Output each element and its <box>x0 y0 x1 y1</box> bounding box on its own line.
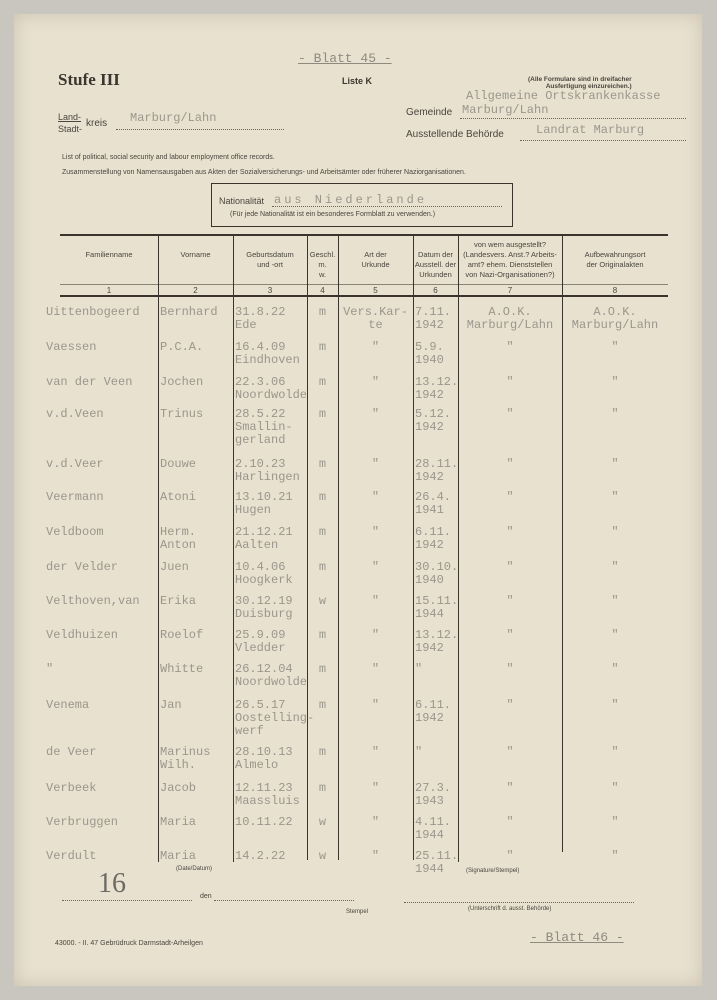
table-cell: 27.3. 1943 <box>415 781 452 808</box>
table-cell: Verbruggen <box>46 815 119 829</box>
table-cell: " <box>371 407 380 421</box>
table-cell: 28.10.13 Almelo <box>235 745 293 772</box>
table-cell: m <box>318 628 327 642</box>
table-cell: " <box>371 560 380 574</box>
table-cell: 16.4.09 Eindhoven <box>235 340 300 367</box>
stempel-label: Stempel <box>346 909 369 915</box>
table-cell: Trinus <box>160 407 204 421</box>
nationality-label: Nationalität <box>219 196 265 206</box>
table-cell: " <box>506 490 514 504</box>
table-cell: " <box>506 849 514 863</box>
den-label: den <box>200 893 212 900</box>
table-cell: Verdult <box>46 849 97 863</box>
table-cell: " <box>371 340 380 354</box>
table-cell: " <box>371 698 380 712</box>
table-cell: " <box>371 375 380 389</box>
column-header: Geburtsdatum und -ort <box>246 250 294 269</box>
table-cell: Maria <box>160 815 197 829</box>
table-cell: " <box>611 815 619 829</box>
table-cell: " <box>506 594 514 608</box>
stadt-label: Stadt- <box>58 124 83 134</box>
gemeinde-label: Gemeinde <box>406 107 453 118</box>
table-cell: " <box>415 745 423 759</box>
table-cell: " <box>611 375 619 389</box>
table-cell: " <box>506 698 514 712</box>
printer-imprint: 43000. - II. 47 Gebrüdruck Darmstadt-Arheilgen <box>55 940 203 947</box>
nationality-note: (Für jede Nationalität ist ein besonderes Formblatt zu verwenden.) <box>230 211 436 218</box>
land-label: Land- <box>58 112 82 122</box>
table-cell: m <box>318 407 327 421</box>
table-cell: " <box>371 525 380 539</box>
table-cell: 7.11. 1942 <box>415 305 452 332</box>
table-cell: Bernhard <box>160 305 218 319</box>
table-cell: " <box>371 490 380 504</box>
behoerde-value: Landrat Marburg <box>536 123 645 137</box>
table-cell: " <box>371 781 380 795</box>
table-cell: Juen <box>160 560 189 574</box>
table-cell: Velthoven,van <box>46 594 140 608</box>
table-cell: v.d.Veen <box>46 407 104 421</box>
table-cell: Erika <box>160 594 197 608</box>
table-cell: " <box>371 457 380 471</box>
table-cell: " <box>611 457 619 471</box>
nationality-box <box>211 183 513 227</box>
table-cell: 28.5.22 Smallin- gerland <box>235 407 293 447</box>
table-cell: van der Veen <box>46 375 133 389</box>
table-cell: " <box>371 815 380 829</box>
table-cell: " <box>611 560 619 574</box>
table-cell: Jan <box>160 698 182 712</box>
table-cell: " <box>506 407 514 421</box>
table-cell: m <box>318 560 327 574</box>
table-cell: " <box>46 662 54 676</box>
table-cell: 26.12.04 Noordwolde <box>235 662 308 689</box>
column-number: 8 <box>612 286 618 295</box>
column-number: 4 <box>320 286 325 295</box>
table-cell: Whitte <box>160 662 204 676</box>
table-cell: " <box>611 407 619 421</box>
column-header: Aufbewahrungsort der Originalakten <box>584 250 646 269</box>
table-cell: 2.10.23 Harlingen <box>235 457 300 484</box>
table-cell: 22.3.06 Noordwolde <box>235 375 308 402</box>
date-label: (Date/Datum) <box>176 866 213 872</box>
table-cell: " <box>371 849 380 863</box>
table-top-rule <box>60 234 668 236</box>
column-number: 7 <box>507 286 513 295</box>
table-cell: Maria <box>160 849 197 863</box>
column-divider <box>307 235 308 860</box>
table-cell: " <box>506 340 514 354</box>
table-cell: 26.5.17 Oostelling- werf <box>235 698 315 738</box>
table-cell: " <box>506 375 514 389</box>
signature-label: (Signature/Stempel) <box>466 868 520 874</box>
table-cell: Atoni <box>160 490 197 504</box>
table-cell: 28.11. 1942 <box>415 457 459 484</box>
table-cell: m <box>318 375 327 389</box>
table-cell: " <box>371 662 380 676</box>
table-cell: Roelof <box>160 628 204 642</box>
table-cell: 10.11.22 <box>235 815 293 829</box>
nationality-value: aus Niederlande <box>274 193 428 207</box>
table-cell: 13.12. 1942 <box>415 375 459 402</box>
table-cell: v.d.Veer <box>46 457 104 471</box>
table-cell: " <box>506 781 514 795</box>
table-cell: 25.11. 1944 <box>415 849 459 876</box>
table-header-rule <box>60 295 668 297</box>
table-cell: 21.12.21 Aalten <box>235 525 293 552</box>
table-cell: " <box>371 594 380 608</box>
table-cell: Veldboom <box>46 525 104 539</box>
table-cell: " <box>506 662 514 676</box>
table-cell: P.C.A. <box>160 340 204 354</box>
table-cell: w <box>318 849 327 863</box>
column-header: Datum der Ausstell. der Urkunden <box>414 250 457 279</box>
table-cell: Venema <box>46 698 90 712</box>
table-cell: m <box>318 457 327 471</box>
table-cell: 26.4. 1941 <box>415 490 452 517</box>
column-number: 2 <box>193 286 198 295</box>
table-cell: Herm. Anton <box>160 525 197 552</box>
table-cell: 30.10. 1940 <box>415 560 459 587</box>
table-cell: 13.12. 1942 <box>415 628 459 655</box>
table-cell: Veermann <box>46 490 104 504</box>
signature-authority-label: (Unterschrift d. ausst. Behörde) <box>468 906 552 912</box>
description-de: Zusammenstellung von Namensausgaben aus Akten der Sozialversicherungs- und Arbeitsämter oder früherer Naziorganisationen. <box>62 169 466 176</box>
table-cell: de Veer <box>46 745 97 759</box>
table-cell: " <box>611 594 619 608</box>
table-cell: 6.11. 1942 <box>415 525 452 552</box>
table-cell: m <box>318 490 327 504</box>
table-cell: 30.12.19 Duisburg <box>235 594 293 621</box>
table-cell: w <box>318 815 327 829</box>
table-cell: " <box>611 662 619 676</box>
column-number: 6 <box>433 286 438 295</box>
column-header: von wem ausgestellt? (Landesvers. Anst.? Arbeits- amt? ehem. Dienststellen von Nazi-Organisationen?) <box>463 240 557 279</box>
table-cell: " <box>506 815 514 829</box>
table-cell: " <box>611 698 619 712</box>
kreis-value: Marburg/Lahn <box>130 111 217 125</box>
column-header: Geschl. m. w. <box>309 250 336 279</box>
table-cell: 25.9.09 Vledder <box>235 628 286 655</box>
table-cell: " <box>415 662 423 676</box>
table-cell: A.O.K. Marburg/Lahn <box>571 305 659 332</box>
table-cell: 10.4.06 Hoogkerk <box>235 560 293 587</box>
table-cell: " <box>611 490 619 504</box>
table-cell: m <box>318 525 327 539</box>
table-cell: 14.2.22 <box>235 849 286 863</box>
column-header: Familienname <box>85 250 133 259</box>
table-cell: Veldhuizen <box>46 628 119 642</box>
table-cell: der Velder <box>46 560 119 574</box>
sheet-number-bottom: - Blatt 46 - <box>530 930 624 945</box>
table-cell: m <box>318 781 327 795</box>
table-cell: " <box>611 340 619 354</box>
table-cell: Vaessen <box>46 340 97 354</box>
gemeinde-value-line1: Allgemeine Ortskrankenkasse <box>466 89 661 103</box>
table-cell: Jacob <box>160 781 197 795</box>
table-cell: 4.11. 1944 <box>415 815 452 842</box>
column-number: 1 <box>106 286 112 295</box>
table-cell: " <box>611 849 619 863</box>
table-cell: 5.9. 1940 <box>415 340 444 367</box>
gemeinde-value: Marburg/Lahn <box>462 103 549 117</box>
table-cell: " <box>506 457 514 471</box>
column-number: 3 <box>267 286 273 295</box>
table-cell: Marinus Wilh. <box>160 745 211 772</box>
table-cell: " <box>611 781 619 795</box>
stage-title: Stufe III <box>58 70 120 89</box>
table-cell: 13.10.21 Hugen <box>235 490 293 517</box>
table-cell: " <box>506 628 514 642</box>
table-cell: w <box>318 594 327 608</box>
table-cell: Verbeek <box>46 781 97 795</box>
table-cell: " <box>506 745 514 759</box>
table-cell: " <box>371 628 380 642</box>
column-header: Vorname <box>180 250 211 259</box>
table-cell: 12.11.23 Maassluis <box>235 781 300 808</box>
table-cell: " <box>611 745 619 759</box>
table-cell: Vers.Kar- te <box>343 305 408 332</box>
sheet-number-top: - Blatt 45 - <box>298 51 392 66</box>
table-cell: m <box>318 698 327 712</box>
copies-note: (Alle Formulare sind in dreifacher Ausfertigung einzureichen.) <box>528 76 632 90</box>
column-number: 5 <box>373 286 378 295</box>
table-cell: 15.11. 1944 <box>415 594 459 621</box>
table-cell: m <box>318 662 327 676</box>
behoerde-label: Ausstellende Behörde <box>406 129 504 140</box>
table-cell: " <box>506 560 514 574</box>
table-cell: m <box>318 340 327 354</box>
table-cell: Jochen <box>160 375 204 389</box>
table-cell: m <box>318 305 327 319</box>
table-cell: Uittenbogeerd <box>46 305 140 319</box>
table-number-rule <box>60 284 668 285</box>
kreis-label: kreis <box>86 118 108 129</box>
handwritten-number: 16 <box>98 868 126 899</box>
column-header: Art der Urkunde <box>361 250 390 269</box>
table-cell: m <box>318 745 327 759</box>
table-cell: Douwe <box>160 457 197 471</box>
list-title: Liste K <box>342 76 373 86</box>
table-cell: " <box>506 525 514 539</box>
table-cell: " <box>611 628 619 642</box>
table-cell: " <box>611 525 619 539</box>
description-en: List of political, social security and labour employment office records. <box>62 154 275 161</box>
table-cell: A.O.K. Marburg/Lahn <box>466 305 554 332</box>
table-cell: 31.8.22 Ede <box>235 305 286 332</box>
table-cell: 5.12. 1942 <box>415 407 452 434</box>
table-cell: " <box>371 745 380 759</box>
table-cell: 6.11. 1942 <box>415 698 452 725</box>
